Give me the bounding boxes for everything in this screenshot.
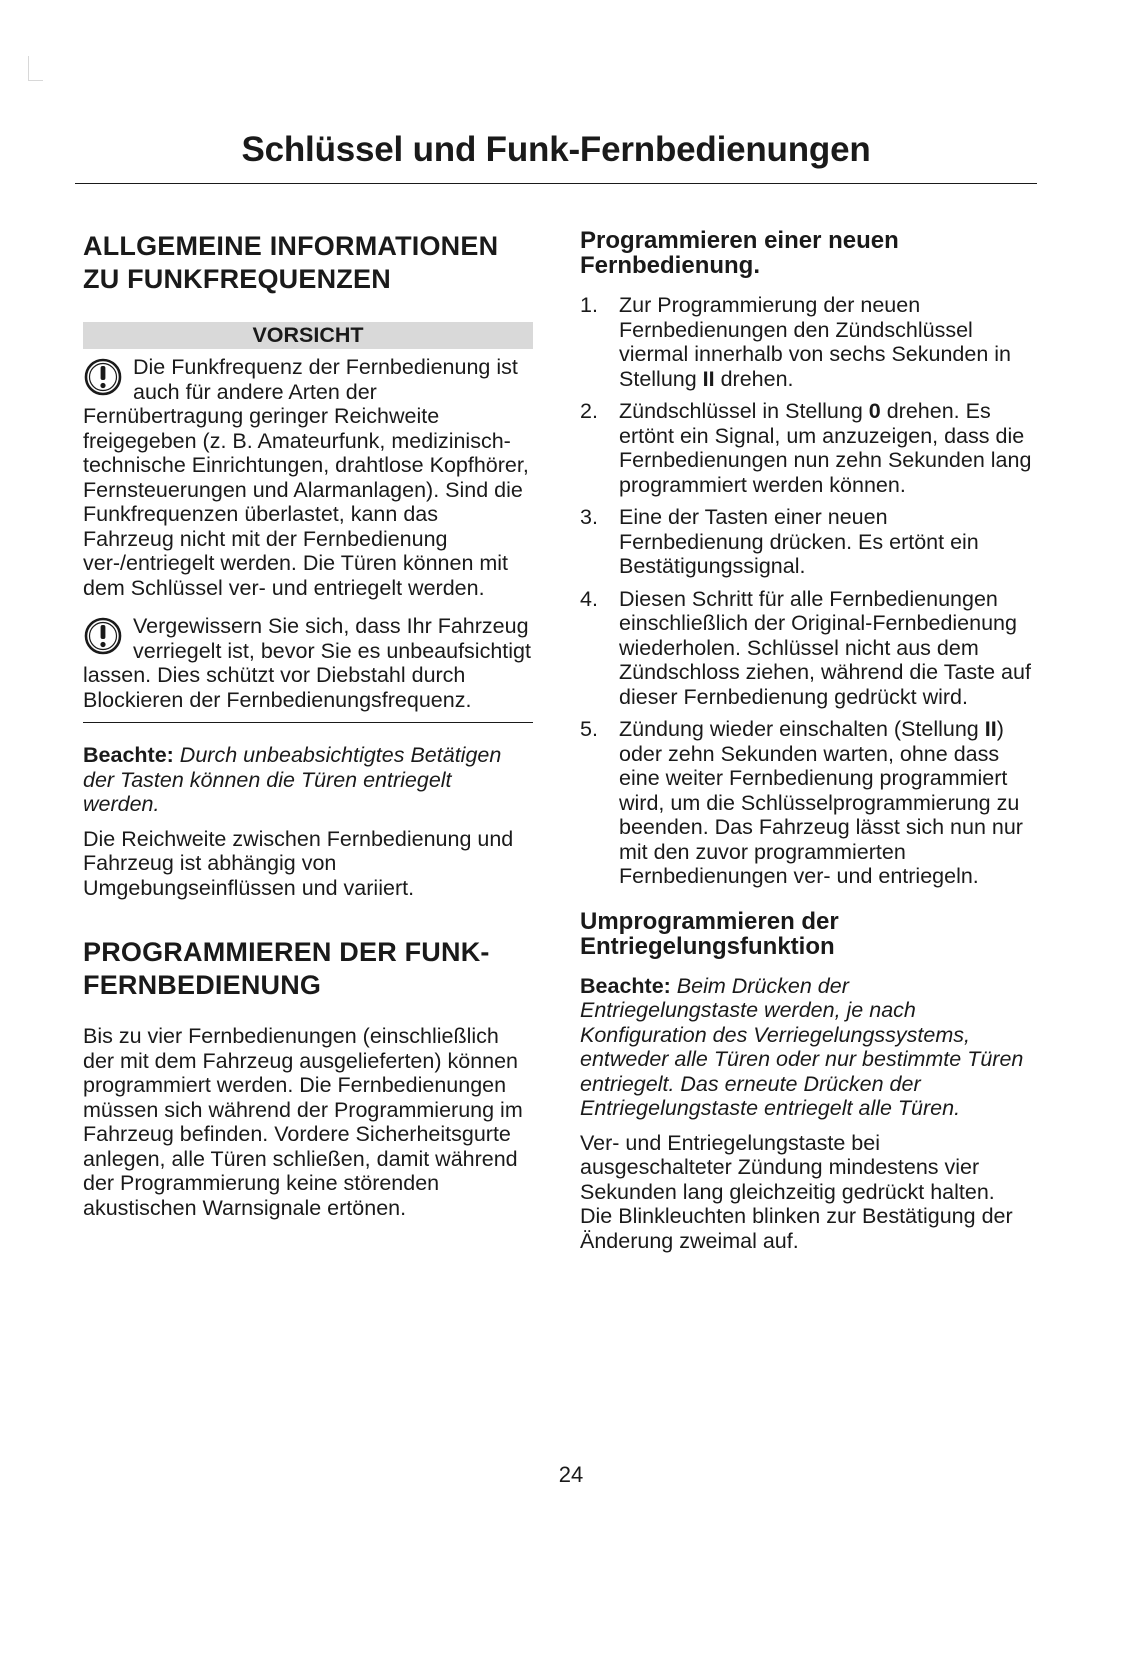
right-column	[580, 228, 1032, 1263]
list-item: 4. Diesen Schritt für alle Fernbedienungen einschließlich der Original-Fernbedienung wiederholen. Schlüssel nicht aus dem Zündschloss ziehen, während die Taste auf dieser Fernbedienung gedrückt wird.	[580, 586, 1031, 709]
step-number: 3.	[580, 505, 598, 529]
programming-paragraph: Bis zu vier Fernbedienungen (einschließlich der mit dem Fahrzeug ausgelieferten) können programmiert werden. Die Fernbedienungen müssen sich während der Programmierung im Fahrzeug befinden. Vordere Sicherheitsgurte anlegen, alle Türen schließen, damit während der Programmierung keine störenden akustischen Warnsignale ertönen.	[83, 1024, 523, 1220]
programming-steps	[580, 293, 1032, 889]
list-item: 1. Zur Programmierung der neuen Fernbedienungen den Zündschlüssel viermal innerhalb von sechs Sekunden in Stellung II drehen.	[580, 293, 1012, 391]
note-label: Beachte:	[580, 973, 671, 998]
note-label: Beachte:	[83, 743, 174, 767]
list-item: 5. Zündung wieder einschalten (Stellung II) oder zehn Sekunden warten, ohne dass eine weiter Fernbedienung programmiert wird, um die Schlüsselprogrammierung zu beenden. Das Fahrzeug lässt sich nun nur mit den zuvor programmierten Fernbedienungen ver- und entriegeln.	[580, 717, 1023, 888]
caution-label: VORSICHT	[83, 322, 533, 349]
warning-block	[83, 355, 533, 600]
warning-block	[83, 614, 533, 712]
page-title: Schlüssel und Funk-Fernbedienungen	[241, 130, 871, 169]
range-paragraph: Die Reichweite zwischen Fernbedienung und Fahrzeug ist abhängig von Umgebungseinflüssen und variiert.	[83, 826, 514, 900]
list-item: 3. Eine der Tasten einer neuen Fernbedienung drücken. Es ertönt ein Bestätigungssignal.	[580, 505, 979, 578]
title-rule	[75, 183, 1037, 184]
step-number: 2.	[580, 399, 598, 423]
section-heading-programming: PROGRAMMIEREN DER FUNK-FERNBEDIENUNG	[83, 937, 490, 1000]
subheading-reprogram-unlock: Umprogrammieren der Entriegelungsfunktion	[580, 907, 839, 960]
subheading-new-remote: Programmieren einer neuen Fernbedienung.	[580, 227, 899, 279]
warning-exclamation-icon	[83, 616, 123, 656]
note	[83, 743, 533, 817]
caution-end-rule	[83, 722, 533, 723]
list-item: 2. Zündschlüssel in Stellung 0 drehen. Es ertönt ein Signal, um anzuzeigen, dass die Fernbedienungen nun zehn Sekunden lang programmiert werden können.	[580, 399, 1032, 497]
step-number: 5.	[580, 717, 598, 741]
note	[580, 974, 1032, 1121]
step-number: 4.	[580, 586, 598, 611]
note-text: Durch unbeabsichtigtes Betätigen der Tasten können die Türen entriegelt werden.	[83, 743, 502, 816]
step-number: 1.	[580, 293, 598, 317]
page-number: 24	[558, 1462, 584, 1487]
section-heading-radio-frequencies: ALLGEMEINE INFORMATIONEN ZU FUNKFREQUENZEN	[83, 231, 499, 294]
caution-box	[83, 322, 533, 723]
crop-mark	[28, 56, 43, 81]
warning-exclamation-icon	[83, 357, 123, 397]
note-text: Beim Drücken der Entriegelungstaste werden, je nach Konfiguration des Verriegelungssystems, entweder alle Türen oder nur bestimmte Türen entriegelt. Das erneute Drücken der Entriegelungstaste entriegelt alle Türen.	[580, 973, 1024, 1120]
reprogram-paragraph: Ver- und Entriegelungstaste bei ausgeschalteter Zündung mindestens vier Sekunden lang gleichzeitig gedrückt halten. Die Blinkleuchten blinken zur Bestätigung der Änderung zweimal auf.	[580, 1130, 1013, 1253]
warning-text: Vergewissern Sie sich, dass Ihr Fahrzeug verriegelt ist, bevor Sie es unbeaufsichtigt lassen. Dies schützt vor Diebstahl durch Blockieren der Fernbedienungsfrequenz.	[83, 614, 531, 712]
left-column	[83, 230, 533, 1230]
warning-text: Die Funkfrequenz der Fernbedienung ist auch für andere Arten der Fernübertragung geringer Reichweite freigegeben (z. B. Amateurfunk, medizinisch-technische Einrichtungen, drahtlose Kopfhörer, Fernsteuerungen und Alarmanlagen). Sind die Funkfrequenzen überlastet, kann das Fahrzeug nicht mit der Fernbedienung ver-/entriegelt werden. Die Türen können mit dem Schlüssel ver- und entriegelt werden.	[83, 355, 529, 600]
